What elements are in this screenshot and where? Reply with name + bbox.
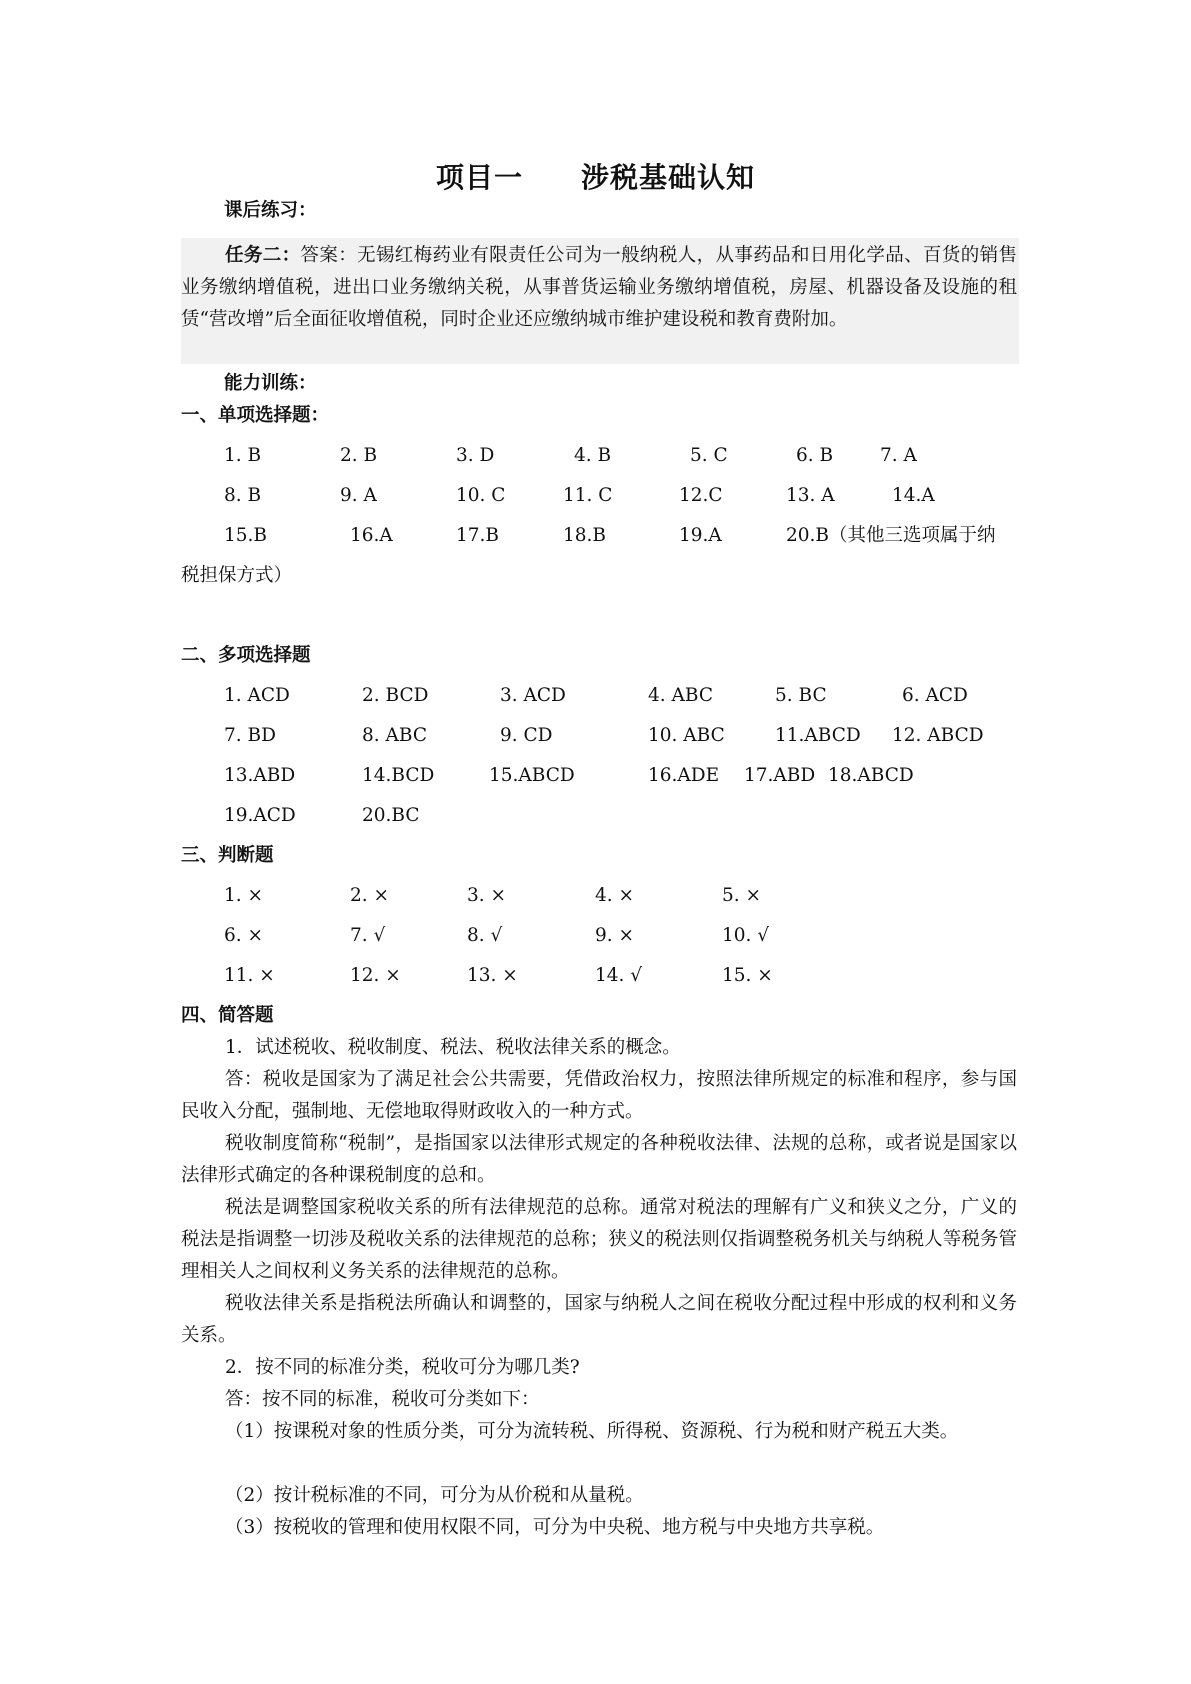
task2-paragraph bbox=[181, 240, 1017, 336]
judge-answer: 10. √ bbox=[722, 925, 770, 946]
multi-answer: 8. ABC bbox=[362, 725, 427, 746]
multi-answer: 1. ACD bbox=[224, 685, 290, 706]
single-answer: 16.A bbox=[350, 525, 393, 546]
judge-answer: 13. × bbox=[467, 965, 518, 986]
answer-tax-system-paragraph: 税收制度简称“税制”，是指国家以法律形式规定的各种税收法律、法规的总称，或者说是国家以法律形式确定的各种课税制度的总和。 bbox=[181, 1133, 1017, 1186]
single-answer: 7. A bbox=[880, 445, 917, 466]
multi-answer: 7. BD bbox=[224, 725, 276, 746]
after-class-heading: 课后练习： bbox=[224, 200, 317, 221]
multi-answer: 6. ACD bbox=[902, 685, 968, 706]
question-1: 1．试述税收、税收制度、税法、税收法律关系的概念。 bbox=[225, 1037, 681, 1058]
classification-item-3: （3）按税收的管理和使用权限不同，可分为中央税、地方税与中央地方共享税。 bbox=[225, 1517, 885, 1538]
multi-answer: 12. ABCD bbox=[892, 725, 984, 746]
judge-answer: 7. √ bbox=[350, 925, 386, 946]
judge-answer: 9. × bbox=[595, 925, 635, 946]
judge-row bbox=[0, 880, 1191, 912]
single-wrap-text: 税担保方式） bbox=[181, 565, 293, 586]
judge-answer: 15. × bbox=[722, 965, 773, 986]
judge-row bbox=[0, 920, 1191, 952]
multi-answer: 16.ADE bbox=[648, 765, 720, 786]
multi-row bbox=[0, 720, 1191, 752]
multi-answer: 10. ABC bbox=[648, 725, 725, 746]
classification-item-1: （1）按课税对象的性质分类，可分为流转税、所得税、资源税、行为税和财产税五大类。 bbox=[225, 1421, 959, 1442]
single-answer: 10. C bbox=[456, 485, 506, 506]
single-answer: 18.B bbox=[563, 525, 607, 546]
single-answer: 15.B bbox=[224, 525, 268, 546]
judge-answer: 1. × bbox=[224, 885, 264, 906]
single-answer: 13. A bbox=[786, 485, 835, 506]
task2-answer: 答案：无锡红梅药业有限责任公司为一般纳税人，从事药品和日用化学品、百货的销售业务缴纳增值税，进出口业务缴纳关税，从事普货运输业务缴纳增值税，房屋、机器设备及设施的租赁“营改增”后全面征收增值税，同时企业还应缴纳城市维护建设税和教育费附加。 bbox=[181, 245, 1017, 330]
single-answer: 11. C bbox=[563, 485, 613, 506]
classification-item-2: （2）按计税标准的不同，可分为从价税和从量税。 bbox=[225, 1485, 644, 1506]
single-answer: 3. D bbox=[456, 445, 495, 466]
multi-row bbox=[0, 680, 1191, 712]
single-answer: 12.C bbox=[679, 485, 723, 506]
multi-answer: 4. ABC bbox=[648, 685, 713, 706]
judge-answer: 8. √ bbox=[467, 925, 503, 946]
single-answer: 5. C bbox=[690, 445, 728, 466]
answer-tax-law-paragraph: 税法是调整国家税收关系的所有法律规范的总称。通常对税法的理解有广义和狭义之分，广义的税法是指调整一切涉及税收关系的法律规范的总称；狭义的税法则仅指调整税务机关与纳税人等税务管理相关人之间权利义务关系的法律规范的总称。 bbox=[181, 1197, 1017, 1282]
single-answer: 9. A bbox=[340, 485, 377, 506]
answer-legal-relation-paragraph: 税收法律关系是指税法所确认和调整的，国家与纳税人之间在税收分配过程中形成的权利和义务关系。 bbox=[181, 1293, 1017, 1346]
single-answer: 2. B bbox=[340, 445, 378, 466]
judge-answer: 14. √ bbox=[595, 965, 643, 986]
multi-answer: 18.ABCD bbox=[828, 765, 914, 786]
multi-answer: 14.BCD bbox=[362, 765, 435, 786]
single-answer: 20.B（其他三选项属于纳 bbox=[786, 525, 996, 546]
single-row bbox=[0, 520, 1191, 552]
answer-tax-paragraph: 答：税收是国家为了满足社会公共需要，凭借政治权力，按照法律所规定的标准和程序，参与国民收入分配，强制地、无偿地取得财政收入的一种方式。 bbox=[181, 1069, 1017, 1122]
multi-choice-heading: 二、多项选择题 bbox=[181, 645, 311, 666]
judge-heading: 三、判断题 bbox=[181, 845, 274, 866]
multi-answer: 19.ACD bbox=[224, 805, 296, 826]
multi-answer: 3. ACD bbox=[500, 685, 566, 706]
single-answer: 4. B bbox=[574, 445, 612, 466]
page-title: 项目一 涉税基础认知 bbox=[435, 161, 755, 194]
single-row bbox=[0, 440, 1191, 472]
single-answer: 8. B bbox=[224, 485, 262, 506]
multi-answer: 13.ABD bbox=[224, 765, 296, 786]
multi-answer: 15.ABCD bbox=[489, 765, 575, 786]
multi-answer: 20.BC bbox=[362, 805, 420, 826]
multi-answer: 9. CD bbox=[500, 725, 553, 746]
single-answer: 1. B bbox=[224, 445, 262, 466]
judge-answer: 4. × bbox=[595, 885, 635, 906]
multi-answer: 11.ABCD bbox=[775, 725, 861, 746]
multi-answer: 5. BC bbox=[775, 685, 827, 706]
judge-answer: 12. × bbox=[350, 965, 401, 986]
judge-answer: 3. × bbox=[467, 885, 507, 906]
single-choice-heading: 一、单项选择题： bbox=[181, 405, 330, 426]
judge-row bbox=[0, 960, 1191, 992]
single-row bbox=[0, 480, 1191, 512]
answer-classification-intro: 答：按不同的标准，税收可分类如下： bbox=[225, 1389, 540, 1410]
question-2: 2．按不同的标准分类，税收可分为哪几类? bbox=[225, 1357, 580, 1378]
single-answer: 14.A bbox=[892, 485, 935, 506]
multi-row bbox=[0, 760, 1191, 792]
short-answer-heading: 四、简答题 bbox=[181, 1005, 274, 1026]
task2-label: 任务二： bbox=[225, 245, 301, 266]
judge-answer: 5. × bbox=[722, 885, 762, 906]
single-answer: 6. B bbox=[796, 445, 834, 466]
single-answer: 19.A bbox=[679, 525, 722, 546]
multi-answer: 17.ABD bbox=[744, 765, 816, 786]
judge-answer: 6. × bbox=[224, 925, 264, 946]
ability-heading: 能力训练： bbox=[224, 373, 317, 394]
single-answer: 17.B bbox=[456, 525, 500, 546]
judge-answer: 2. × bbox=[350, 885, 390, 906]
multi-row bbox=[0, 800, 1191, 832]
judge-answer: 11. × bbox=[224, 965, 275, 986]
multi-answer: 2. BCD bbox=[362, 685, 429, 706]
